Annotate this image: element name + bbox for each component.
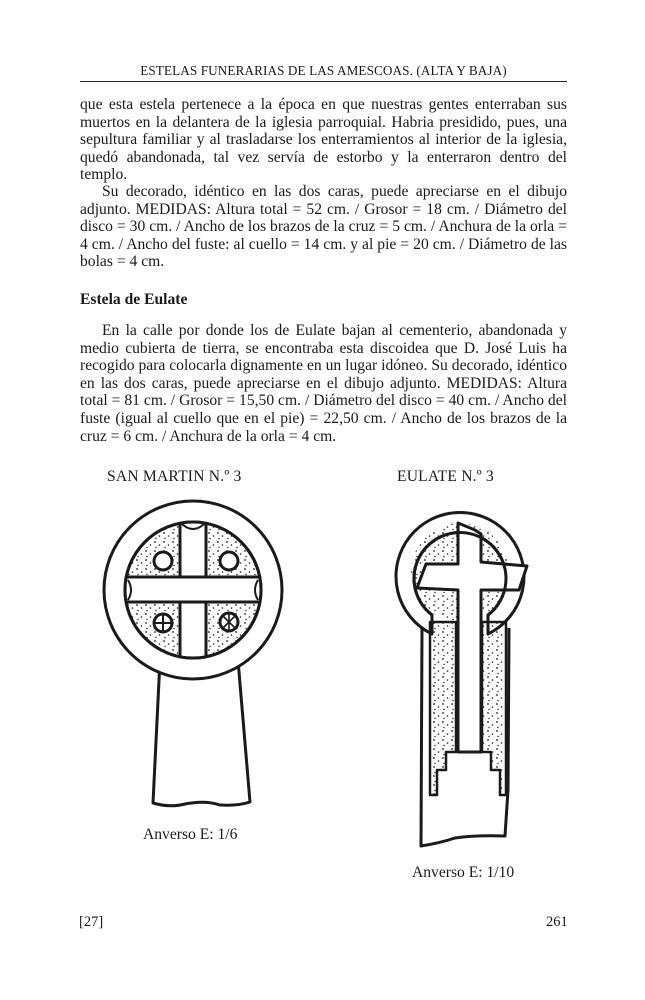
stele-shaft bbox=[153, 660, 250, 806]
ball-top-left bbox=[154, 552, 172, 570]
folio-section-number: [27] bbox=[79, 914, 104, 930]
paragraph-text: En la calle por donde los de Eulate bajan al cementerio, abandonada y medio cubierta de tierra, se encontraba esta discoidea que D. José Luis ha recogido para colocarla dignamente en un lugar idóneo. Su decorado, idéntico en las dos caras, puede apreciarse en el dibujo adjunto. MEDIDAS: Altura total = 81 cm. / Grosor = 15,50 cm. / Diámetro del disco = 40 cm. / Ancho del fuste (igual al cuello que en el pie) = 22,50 cm. / Ancho de los brazos de la cruz = 6 cm. / Anchura de la orla = 4 cm. bbox=[80, 322, 567, 445]
paragraph-text: que esta estela pertenece a la época en que nuestras gentes enterraban sus muertos en la delantera de la iglesia parroquial. Habria presidido, pues, una sepultura familiar y al trasladarse los enterramientos al interior de la iglesia, quedó abandonada, tal vez servía de estorbo y la enterraron dentro del templo. bbox=[80, 96, 567, 184]
section-heading: Estela de Eulate bbox=[80, 291, 188, 308]
running-head: ESTELAS FUNERARIAS DE LAS AMESCOAS. (ALTA Y BAJA) bbox=[80, 63, 567, 82]
figure-title-eulate: EULATE N.º 3 bbox=[397, 468, 494, 485]
figure-title-san-martin: SAN MARTIN N.º 3 bbox=[107, 468, 242, 485]
cross-horizontal-bar bbox=[118, 577, 268, 602]
ball-bottom-right bbox=[220, 613, 238, 631]
ball-bottom-left bbox=[154, 614, 172, 632]
page-number: 261 bbox=[546, 914, 568, 930]
figure-scale-eulate: Anverso E: 1/10 bbox=[412, 864, 515, 881]
figure-scale-san-martin: Anverso E: 1/6 bbox=[143, 826, 238, 843]
paragraph-text: Su decorado, idéntico en las dos caras, puede apreciarse en el dibujo adjunto. MEDIDAS: Altura total = 52 cm. / Grosor = 18 cm. / Diámetro del disco = 30 cm. / Ancho de los brazos de la cruz = 5 cm. / Anchura de la orla = 4 cm. / Ancho del fuste: al cuello = 14 cm. y al pie = 20 cm. / Diámetro de las bolas = 4 cm. bbox=[80, 183, 567, 271]
stele-san-martin bbox=[104, 501, 282, 806]
ball-top-right bbox=[220, 552, 238, 570]
stele-eulate bbox=[396, 512, 527, 846]
